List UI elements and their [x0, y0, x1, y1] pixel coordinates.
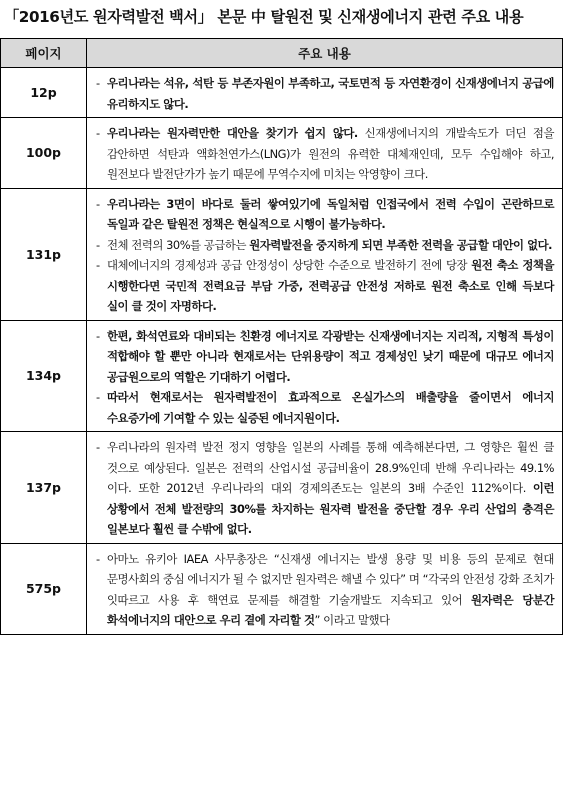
text-segment: ” 이라고 말했다: [314, 613, 390, 627]
bullet-list: [95, 123, 554, 185]
bullet-list: [95, 326, 554, 429]
bullet-item: [95, 255, 554, 317]
bold-text-segment: 이런 상황에서 전체 발전량의 30%를 차지하는 원자력 발전을 중단할 경우 우리 산업의 충격은 일본보다 훨씬 클 수밖에 없다.: [107, 481, 554, 536]
bold-text-segment: 원전 축소 정책을 시행한다면 국민적 전력요금 부담 가중, 전력공급 안전성 저하로 원전 축소로 인해 득보다 실이 클 것이 자명하다.: [107, 258, 554, 313]
bullet-item: [95, 326, 554, 388]
bullet-item: [95, 387, 554, 428]
text-segment: 신재생에너지의 개발속도가 더딘 점을 감안하면 석탄과 액화천연가스(LNG)가 원전의 유력한 대체재인데, 모두 수입해야 하고, 원전보다 발전단가가 높기 때문에 무역수지에 미치는 악영향이 크다.: [107, 126, 554, 181]
summary-table: [0, 38, 563, 635]
bullet-item: [95, 123, 554, 185]
content-cell: [87, 432, 563, 544]
column-header-content: 주요 내용: [87, 39, 563, 68]
content-cell: [87, 543, 563, 634]
page-number-cell: 100p: [1, 118, 87, 189]
table-row: [1, 68, 563, 118]
text-segment: 우리나라의 원자력 발전 정지 영향을 일본의 사례를 통해 예측해본다면, 그 영향은 훨씬 클 것으로 예상된다. 일본은 전력의 산업시설 공급비율이 28.9%인데 반해 우리나라는 49.1%이다. 또한 2012년 우리나라의 대외 경제의존도는 일본의 3배 수준인 112%이다.: [107, 440, 554, 495]
bold-text-segment: 원자력은 당분간 화석에너지의 대안으로 우리 곁에 자리할 것: [107, 592, 555, 627]
table-row: [1, 188, 563, 320]
content-cell: [87, 118, 563, 189]
table-row: [1, 543, 563, 634]
table-header-row: [1, 39, 563, 68]
page-number-cell: 575p: [1, 543, 87, 634]
table-row: [1, 118, 563, 189]
text-segment: 전체 전력의 30%를 공급하는: [107, 237, 250, 252]
bold-text-segment: 따라서 현재로서는 원자력발전이 효과적으로 온실가스의 배출량을 줄이면서 에너지 수요증가에 기여할 수 있는 실증된 에너지원이다.: [107, 390, 554, 425]
bullet-list: [95, 437, 554, 540]
table-row: [1, 432, 563, 544]
bullet-list: [95, 549, 554, 631]
bullet-item: [95, 549, 554, 631]
page-number-cell: 131p: [1, 188, 87, 320]
text-segment: 아마노 유키아 IAEA 사무총장은 “신재생 에너지는 발생 용량 및 비용 등의 문제로 현대 문명사회의 중심 에너지가 될 수 없지만 원자력은 해낼 수 있다” 며 “각국의 안전성 강화 조치가 잇따르고 사용 후 핵연료 문제를 해결할 기술개발도 지속되고 있어: [107, 551, 554, 607]
text-segment: 대체에너지의 경제성과 공급 안정성이 상당한 수준으로 발전하기 전에 당장: [107, 258, 472, 272]
bullet-list: [95, 73, 554, 114]
bold-text-segment: 우리나라는 3면이 바다로 둘러 쌓여있기에 독일처럼 인접국에서 전력 수입이 곤란하므로 독일과 같은 탈원전 정책은 현실적으로 시행이 불가능하다.: [107, 196, 554, 231]
page-number-cell: 137p: [1, 432, 87, 544]
content-cell: [87, 320, 563, 432]
page-number-cell: 134p: [1, 320, 87, 432]
bullet-list: [95, 194, 554, 317]
page-number-cell: 12p: [1, 68, 87, 118]
bold-text-segment: 우리나라는 원자력만한 대안을 찾기가 쉽지 않다.: [107, 126, 358, 140]
content-cell: [87, 68, 563, 118]
table-row: [1, 320, 563, 432]
column-header-page: 페이지: [1, 39, 87, 68]
bullet-item: [95, 235, 554, 256]
document-title: 「2016년도 원자력발전 백서」 본문 中 탈원전 및 신재생에너지 관련 주요 내용: [4, 8, 524, 26]
content-cell: [87, 188, 563, 320]
bold-text-segment: 우리나라는 석유, 석탄 등 부존자원이 부족하고, 국토면적 등 자연환경이 신재생에너지 공급에 유리하지도 않다.: [107, 76, 554, 111]
bold-text-segment: 원자력발전을 중지하게 되면 부족한 전력을 공급할 대안이 없다.: [249, 237, 553, 252]
bold-text-segment: 한편, 화석연료와 대비되는 친환경 에너지로 각광받는 신재생에너지는 지리적, 지형적 특성이 적합해야 할 뿐만 아니라 현재로서는 단위용량이 적고 경제성인 낮기 때문에 대규모 에너지 공급원으로의 역할은 기대하기 어렵다.: [107, 328, 554, 384]
bullet-item: [95, 194, 554, 235]
bullet-item: [95, 73, 554, 114]
bullet-item: [95, 437, 554, 540]
